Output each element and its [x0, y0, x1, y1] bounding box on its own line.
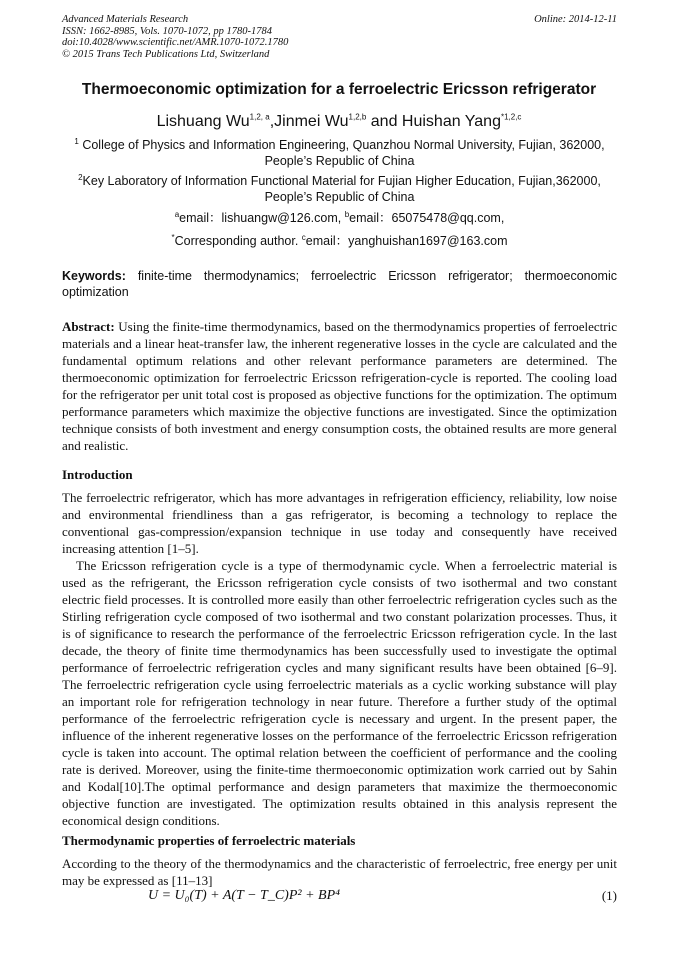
keywords [62, 268, 617, 300]
affil-text: Key Laboratory of Information Functional Material for Fujian Higher Education, Fujian,362000, [82, 174, 601, 188]
author-name: Jinmei Wu [274, 113, 349, 130]
copyright-line: © 2015 Trans Tech Publications Ltd, Switzerland [62, 48, 270, 60]
paper-title: Thermoeconomic optimization for a ferroelectric Ericsson refrigerator [81, 81, 597, 98]
author-affil-sup: *1,2,c [500, 112, 522, 122]
abstract-label: Abstract: [62, 319, 115, 334]
keywords-label: Keywords: [62, 269, 126, 283]
equation-1: U = U₀(T) + A(T − T_C)P² + BP⁴ [148, 888, 340, 903]
journal-name: Advanced Materials Research [62, 14, 189, 25]
abstract-text: Using the finite-time thermodynamics, based on the thermodynamics properties of ferroelectric materials and a linear heat-transfer law, the inherent regenerative losses in the cycle are calculated and the fundamental optimum relations and other relevant performance parameters are determined. The thermoeconomic optimization for ferroelectric Ericsson refrigeration-cycle is reported. The cooling load for the refrigerator per unit total cost is proposed as objective functions for the optimization. The optimum performance parameters which maximize the objective functions are investigated. Since the optimization technique consists of both investment and energy consumption costs, the obtained results are more general and realistic. [62, 319, 617, 453]
affil-sup: 2 [78, 172, 83, 182]
section-paragraph-1: According to the theory of the thermodynamics and the characteristic of ferroelectric, free energy per unit may be expressed as [11–13] [62, 856, 617, 888]
equation-number: (1) [601, 888, 617, 903]
corr-sup: * [171, 232, 175, 242]
email-line [62, 210, 617, 226]
author-affil-sup: 1,2,b [348, 112, 367, 122]
intro-paragraph-1: The ferroelectric refrigerator, which has more advantages in refrigeration efficiency, reliability, low noise and environmental friendliness than a gas refrigerator, is becoming a technology to replace the conventional gas-compression/expansion technique in use today and consequently have received increasing attention [1–5]. [62, 490, 617, 556]
affil-country: People’s Republic of China [264, 154, 415, 168]
author-name: Lishuang Wu [156, 113, 250, 130]
section-heading: Thermodynamic properties of ferroelectric materials [62, 833, 356, 848]
author-line [30, 113, 648, 131]
author-affil-sup: 1,2, a [249, 112, 270, 122]
introduction-body [62, 489, 617, 829]
online-date: Online: 2014-12-11 [534, 14, 617, 25]
email-sup: a [174, 209, 180, 219]
email-c: email：yanghuishan1697@163.com [305, 234, 508, 248]
email-sup: c [301, 232, 306, 242]
corr-text: Corresponding author. [174, 234, 302, 248]
keywords-text: finite-time thermodynamics; ferroelectric Ericsson refrigerator; thermoeconomic optimization [62, 269, 617, 299]
introduction-heading: Introduction [62, 467, 133, 482]
author-name: Huishan Yang [401, 113, 501, 130]
section-paragraph [62, 855, 617, 889]
journal-header [62, 14, 617, 60]
email-a: email：lishuangw@126.com, [179, 211, 345, 225]
author-separator: , [269, 113, 275, 130]
corresponding-line [62, 233, 617, 249]
email-b: email：65075478@qq.com, [349, 211, 505, 225]
affil-text: College of Physics and Information Engineering, Quanzhou Normal University, Fujian, 362000, [78, 138, 605, 152]
issn-line: ISSN: 1662-8985, Vols. 1070-1072, pp 1780-1784 [62, 25, 272, 37]
doi-line: doi:10.4028/www.scientific.net/AMR.1070-1072.1780 [62, 37, 289, 48]
affiliation-1 [62, 137, 617, 169]
affil-sup: 1 [74, 136, 79, 146]
affiliation-2 [62, 173, 617, 205]
intro-paragraph-2: The Ericsson refrigeration cycle is a type of thermodynamic cycle. When a ferroelectric material is used as the refrigerant, the Ericsson refrigeration cycle consists of two isothermal and two constant electric field processes. It is controlled more easily than other ferroelectric refrigeration cycles such as the Stirling refrigeration cycle composed of two isothermal and two constant polarization processes. Thus, it is of significance to research the performance of the ferroelectric Ericsson refrigeration cycle. In the last decade, the theory of finite time thermodynamics has been successfully used to investigate the optimal performance of ferroelectric refrigeration cycles and many significant results have been obtained [6–9]. The ferroelectric refrigeration cycle using ferroelectric materials as a cyclic working substance will play an important role for refrigeration technology in near future. Therefore a further study of the optimal performance of the ferroelectric refrigeration cycle is necessary and urgent. In the present paper, the influence of the inherent regenerative losses on the performance of the ferroelectric Ericsson refrigeration cycle is taken into account. The optimal relation between the coefficient of performance and the cooling rate is derived. Moreover, using the finite-time thermoeconomic optimization work carried out by Sahin and Kodal[10].The optimal performance and design parameters that maximize the thermoeconomic objective function are investigated. The optimization results obtained in this analysis represent the economical design conditions. [62, 558, 617, 828]
email-sup: b [344, 209, 350, 219]
author-and: and [366, 113, 402, 130]
abstract [62, 318, 617, 454]
affil-country: People’s Republic of China [264, 190, 415, 204]
